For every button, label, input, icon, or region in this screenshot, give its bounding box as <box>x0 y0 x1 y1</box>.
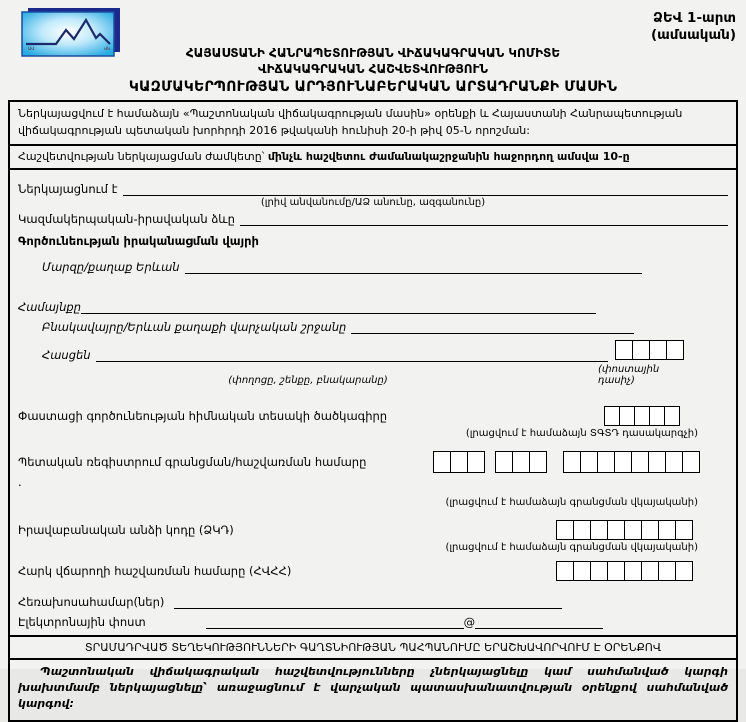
email-domain-line[interactable] <box>475 615 603 629</box>
email-label: Էլեկտրոնային փոստ <box>18 615 146 629</box>
presenter-field <box>18 182 728 196</box>
deadline-prefix: Հաշվետվության ներկայացման ժամկետը՝ <box>18 150 268 163</box>
presenter-label: Ներկայացնում է <box>18 182 118 196</box>
report-type-title: ՎԻՃԱԿԱԳՐԱԿԱՆ ՀԱՇՎԵՏՎՈՒԹՅՈՒՆ <box>257 61 488 76</box>
email-input-line[interactable] <box>206 615 464 629</box>
legal-form-input-line[interactable] <box>240 212 728 226</box>
presenter-hint: (լրիվ անվանումը/ԱՁ անունը, ազգանունը) <box>260 197 486 208</box>
presenter-input-line[interactable] <box>123 182 729 196</box>
form-code <box>651 10 736 44</box>
confidentiality-row: ՏՐԱՄԱԴՐՎԱԾ ՏԵՂԵԿՈՒԹՅՈՒՆՆԵՐԻ ԳԱՂՏՆԻՈՒԹՅԱՆ ՊԱՀՊԱՆՈՒՄԸ ԵՐԱՇԽԱՎՈՐՎՈՒՄ Է ՕՐԵՆՔՈՎ <box>10 635 736 658</box>
legal-entity-code-field <box>18 520 728 540</box>
phone-input-line[interactable] <box>174 595 562 609</box>
registry-cells-group3[interactable] <box>563 451 700 473</box>
address-field <box>18 340 728 362</box>
legal-form-field <box>18 212 728 226</box>
region-field <box>42 260 642 274</box>
address-input-line[interactable] <box>96 348 608 362</box>
legal-basis-row: Ներկայացվում է համաձայն «Պաշտոնական վիճակագրության մասին» օրենքի և Հայաստանի Հանրապետության վիճակագրության պետական խորհրդի 2016 թվականի հունիսի 20-ի թիվ 05-Ն որոշման: <box>10 102 736 146</box>
tin-cells[interactable] <box>556 561 693 581</box>
registry-field <box>18 451 728 473</box>
legal-entity-code-label: Իրավաբանական անձի կոդը (ՁԿԴ) <box>18 523 234 537</box>
address-hint: (փողոցը, շենքը, բնակարանը) <box>228 375 388 386</box>
activity-code-label: Փաստացի գործունեության հիմնական տեսակի ծածկագիրը <box>18 409 388 423</box>
settlement-input-line[interactable] <box>351 320 634 334</box>
registry-cells-group2[interactable] <box>495 451 547 473</box>
activity-location-heading: Գործունեության իրականացման վայրի <box>18 234 259 248</box>
community-label: Համայնքը <box>18 300 82 314</box>
activity-code-hint: (լրացվում է համաձայն ՏԳՏԴ դասակարգչի) <box>465 428 698 439</box>
legal-entity-hint: (լրացվում է համաձայն գրանցման վկայականի) <box>445 542 698 553</box>
settlement-field <box>42 320 634 334</box>
stray-dot: . <box>18 475 22 489</box>
community-field <box>18 300 596 314</box>
statcom-logo-icon <box>20 8 122 60</box>
activity-code-cells[interactable] <box>604 406 680 426</box>
email-field <box>18 615 728 629</box>
deadline-value: մինչև հաշվետու ժամանակաշրջանին հաջորդող ամսվա 10-ը <box>267 150 630 163</box>
settlement-label: Բնակավայրը/Երևան քաղաքի վարչական շրջանը <box>42 320 347 334</box>
email-at-symbol: @ <box>463 615 476 629</box>
registry-label: Պետական ռեգիստրում գրանցման/հաշվառման համարը <box>18 455 367 469</box>
phone-field <box>18 595 728 609</box>
svg-text:ՎԿ: ՎԿ <box>104 46 110 51</box>
registry-cells-group1[interactable] <box>433 451 485 473</box>
form-body <box>10 170 736 635</box>
address-label: Հասցեն <box>42 348 91 362</box>
region-label: Մարզը/քաղաք Երևան <box>42 260 180 274</box>
community-input-line[interactable] <box>81 300 596 314</box>
tin-label: Հարկ վճարողի հաշվառման համարը (ՀՎՀՀ) <box>18 564 292 578</box>
form-subject-title: ԿԱԶՄԱԿԵՐՊՈՒԹՅԱՆ ԱՐԴՅՈՒՆԱԲԵՐԱԿԱՆ ԱՐՏԱԴՐԱՆՔԻ ՄԱՍԻՆ <box>128 79 618 96</box>
form-code-period: (ամսական) <box>650 26 736 43</box>
form-code-number: ՁԵՎ 1-արտ <box>653 10 736 26</box>
activity-code-field <box>18 406 728 426</box>
legal-entity-code-cells[interactable] <box>556 520 693 540</box>
legal-form-label: Կազմակերպական-իրավական ձևը <box>18 212 235 226</box>
address-hints-row <box>18 364 728 386</box>
region-input-line[interactable] <box>185 260 642 274</box>
committee-title: ՀԱՅԱՍՏԱՆԻ ՀԱՆՐԱՊԵՏՈՒԹՅԱՆ ՎԻՃԱԿԱԳՐԱԿԱՆ ԿՈՄԻՏԵ <box>185 46 561 60</box>
form-header <box>8 6 738 100</box>
form-table <box>8 100 738 722</box>
postal-hint: (փոստային դասիչ) <box>597 364 660 386</box>
postal-code-cells[interactable] <box>615 340 684 360</box>
registry-hint: (լրացվում է համաձայն գրանցման վկայականի) <box>445 497 698 508</box>
warning-row: Պաշտոնական վիճակագրական հաշվետվությունները չներկայացնելը կամ սահմանված կարգի խախտմամբ ներկայացնելը՝ առաջացնում է վարչական պատասխանատվության օրենքով սահմանված կարգով: <box>10 658 736 720</box>
tin-field <box>18 561 728 581</box>
deadline-row <box>10 146 736 170</box>
phone-label: Հեռախոսահամար(ներ) <box>18 595 165 609</box>
svg-text:ԱՎ: ԱՎ <box>28 46 35 51</box>
